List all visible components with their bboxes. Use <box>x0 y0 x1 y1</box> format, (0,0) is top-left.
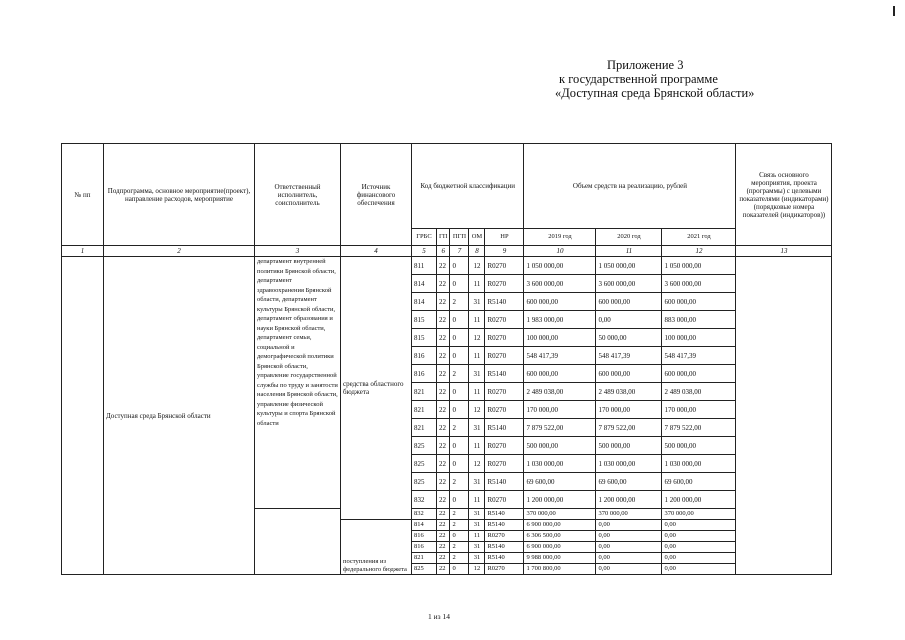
cell-gp: 22 <box>437 542 450 553</box>
cell-pgp: 0 <box>450 257 469 275</box>
column-number: 10 <box>524 246 596 257</box>
link-cell <box>736 257 832 575</box>
cell-grbs: 825 <box>412 473 437 491</box>
cell-y2021: 170 000,00 <box>662 401 736 419</box>
cell-y2020: 0,00 <box>596 311 662 329</box>
cell-nr: R5140 <box>485 419 524 437</box>
cell-y2020: 0,00 <box>596 553 662 564</box>
cell-gp: 22 <box>437 437 450 455</box>
col-2021-header: 2021 год <box>662 229 736 246</box>
cell-y2020: 500 000,00 <box>596 437 662 455</box>
cell-pgp: 2 <box>450 293 469 311</box>
col-grbs-header: ГРБС <box>412 229 437 246</box>
column-number: 8 <box>469 246 485 257</box>
appendix-subtitle: к государственной программе <box>559 72 718 86</box>
cell-y2019: 3 600 000,00 <box>524 275 596 293</box>
cell-y2021: 100 000,00 <box>662 329 736 347</box>
cell-om: 11 <box>469 531 485 542</box>
table-header-row <box>62 144 832 229</box>
executors-cell: департамент внутренней политики Брянской области, департамент здравоохранения Брянской области, департамент культуры Брянской области, департамент образования и науки Брянской области, департамент семьи, социальной и демографической политики Брянской области, управление государственной службы по труду и занятости населения Брянской области, управление физической культуры и спорта Брянской области <box>255 257 341 509</box>
cell-nr: R0270 <box>485 257 524 275</box>
col-nr-header: НР <box>485 229 524 246</box>
cell-grbs: 814 <box>412 520 437 531</box>
cell-om: 11 <box>469 437 485 455</box>
cell-gp: 22 <box>437 257 450 275</box>
cell-grbs: 825 <box>412 437 437 455</box>
cell-y2020: 1 050 000,00 <box>596 257 662 275</box>
cell-y2019: 1 200 000,00 <box>524 491 596 509</box>
cell-gp: 22 <box>437 347 450 365</box>
col-no-header: № пп <box>62 144 104 246</box>
cell-y2020: 1 030 000,00 <box>596 455 662 473</box>
appendix-header <box>555 58 815 100</box>
cell-y2020: 0,00 <box>596 564 662 575</box>
cell-grbs: 811 <box>412 257 437 275</box>
table-row <box>62 257 832 275</box>
cell-nr: R0270 <box>485 329 524 347</box>
cell-grbs: 814 <box>412 275 437 293</box>
cell-y2019: 2 489 038,00 <box>524 383 596 401</box>
col-executor-header: Ответственный исполнитель, соисполнитель <box>255 144 341 246</box>
cell-grbs: 832 <box>412 491 437 509</box>
cell-y2020: 600 000,00 <box>596 293 662 311</box>
cell-om: 11 <box>469 275 485 293</box>
cell-nr: R5140 <box>485 509 524 520</box>
cell-y2019: 9 988 000,00 <box>524 553 596 564</box>
cell-grbs: 815 <box>412 329 437 347</box>
cell-om: 31 <box>469 542 485 553</box>
table-body <box>62 246 832 575</box>
budget-table <box>61 143 832 575</box>
cell-pgp: 2 <box>450 473 469 491</box>
cell-y2021: 3 600 000,00 <box>662 275 736 293</box>
cell-om: 31 <box>469 553 485 564</box>
cell-y2021: 69 600,00 <box>662 473 736 491</box>
col-program-header: Подпрограмма, основное мероприятие(проект), направление расходов, мероприятие <box>104 144 255 246</box>
cell-y2020: 548 417,39 <box>596 347 662 365</box>
cell-om: 12 <box>469 329 485 347</box>
cell-om: 31 <box>469 365 485 383</box>
cell-grbs: 821 <box>412 553 437 564</box>
cell-nr: R0270 <box>485 491 524 509</box>
cell-y2019: 1 983 000,00 <box>524 311 596 329</box>
cell-y2021: 0,00 <box>662 542 736 553</box>
cell-y2020: 370 000,00 <box>596 509 662 520</box>
cell-y2021: 1 050 000,00 <box>662 257 736 275</box>
cell-y2020: 7 879 522,00 <box>596 419 662 437</box>
cell-pgp: 0 <box>450 347 469 365</box>
cell-y2020: 0,00 <box>596 520 662 531</box>
cell-pgp: 0 <box>450 564 469 575</box>
cell-y2021: 2 489 038,00 <box>662 383 736 401</box>
cell-y2019: 1 030 000,00 <box>524 455 596 473</box>
cell-gp: 22 <box>437 531 450 542</box>
cell-grbs: 832 <box>412 509 437 520</box>
cell-y2020: 0,00 <box>596 531 662 542</box>
cell-y2020: 170 000,00 <box>596 401 662 419</box>
column-number: 1 <box>62 246 104 257</box>
cell-pgp: 2 <box>450 509 469 520</box>
column-number: 6 <box>437 246 450 257</box>
cell-y2021: 0,00 <box>662 553 736 564</box>
cell-y2021: 7 879 522,00 <box>662 419 736 437</box>
cell-gp: 22 <box>437 401 450 419</box>
cell-om: 31 <box>469 419 485 437</box>
cell-grbs: 816 <box>412 531 437 542</box>
col-gp-header: ГП <box>437 229 450 246</box>
page-edge-mark <box>893 6 895 16</box>
cell-y2020: 50 000,00 <box>596 329 662 347</box>
cell-pgp: 2 <box>450 365 469 383</box>
cell-y2021: 0,00 <box>662 520 736 531</box>
cell-om: 12 <box>469 257 485 275</box>
cell-nr: R0270 <box>485 531 524 542</box>
cell-nr: R5140 <box>485 293 524 311</box>
cell-om: 12 <box>469 455 485 473</box>
cell-y2021: 0,00 <box>662 564 736 575</box>
cell-gp: 22 <box>437 419 450 437</box>
col-2019-header: 2019 год <box>524 229 596 246</box>
cell-om: 31 <box>469 509 485 520</box>
cell-nr: R0270 <box>485 383 524 401</box>
cell-y2021: 1 200 000,00 <box>662 491 736 509</box>
cell-nr: R5140 <box>485 520 524 531</box>
cell-y2021: 883 000,00 <box>662 311 736 329</box>
cell-y2019: 500 000,00 <box>524 437 596 455</box>
cell-y2019: 1 700 800,00 <box>524 564 596 575</box>
cell-om: 11 <box>469 311 485 329</box>
cell-y2019: 170 000,00 <box>524 401 596 419</box>
cell-gp: 22 <box>437 520 450 531</box>
cell-y2019: 6 306 500,00 <box>524 531 596 542</box>
column-number: 3 <box>255 246 341 257</box>
program-title: «Доступная среда Брянской области» <box>555 86 755 100</box>
source-regional-cell: средства областного бюджета <box>341 257 412 520</box>
cell-y2021: 600 000,00 <box>662 293 736 311</box>
cell-gp: 22 <box>437 311 450 329</box>
cell-grbs: 821 <box>412 401 437 419</box>
cell-gp: 22 <box>437 329 450 347</box>
cell-grbs: 816 <box>412 542 437 553</box>
cell-y2020: 600 000,00 <box>596 365 662 383</box>
cell-om: 11 <box>469 383 485 401</box>
cell-y2021: 370 000,00 <box>662 509 736 520</box>
cell-nr: R5140 <box>485 473 524 491</box>
cell-pgp: 0 <box>450 401 469 419</box>
cell-nr: R0270 <box>485 455 524 473</box>
page-number: 1 из 14 <box>428 612 450 621</box>
cell-pgp: 2 <box>450 520 469 531</box>
cell-y2021: 600 000,00 <box>662 365 736 383</box>
col-2020-header: 2020 год <box>596 229 662 246</box>
cell-nr: R0270 <box>485 275 524 293</box>
cell-nr: R0270 <box>485 401 524 419</box>
cell-om: 31 <box>469 293 485 311</box>
cell-y2019: 548 417,39 <box>524 347 596 365</box>
cell-y2020: 2 489 038,00 <box>596 383 662 401</box>
column-number: 11 <box>596 246 662 257</box>
cell-pgp: 0 <box>450 531 469 542</box>
col-link-header: Связь основного мероприятия, проекта (программы) с целевыми показателями (индикаторами) (порядковые номера показателей (индикаторов)) <box>736 144 832 246</box>
cell-y2019: 1 050 000,00 <box>524 257 596 275</box>
cell-nr: R0270 <box>485 311 524 329</box>
cell-pgp: 0 <box>450 491 469 509</box>
cell-pgp: 2 <box>450 542 469 553</box>
cell-nr: R0270 <box>485 347 524 365</box>
cell-grbs: 815 <box>412 311 437 329</box>
column-number: 12 <box>662 246 736 257</box>
cell-gp: 22 <box>437 293 450 311</box>
cell-nr: R0270 <box>485 564 524 575</box>
row-number-cell <box>62 257 104 575</box>
cell-gp: 22 <box>437 383 450 401</box>
cell-y2019: 6 900 000,00 <box>524 520 596 531</box>
cell-gp: 22 <box>437 509 450 520</box>
cell-y2019: 100 000,00 <box>524 329 596 347</box>
cell-nr: R0270 <box>485 437 524 455</box>
cell-pgp: 0 <box>450 383 469 401</box>
cell-om: 31 <box>469 473 485 491</box>
cell-om: 11 <box>469 491 485 509</box>
cell-pgp: 0 <box>450 437 469 455</box>
cell-grbs: 814 <box>412 293 437 311</box>
cell-pgp: 0 <box>450 455 469 473</box>
cell-y2021: 500 000,00 <box>662 437 736 455</box>
column-number: 4 <box>341 246 412 257</box>
cell-y2020: 3 600 000,00 <box>596 275 662 293</box>
cell-y2019: 7 879 522,00 <box>524 419 596 437</box>
cell-om: 11 <box>469 347 485 365</box>
cell-y2019: 370 000,00 <box>524 509 596 520</box>
column-number: 13 <box>736 246 832 257</box>
cell-y2021: 548 417,39 <box>662 347 736 365</box>
cell-grbs: 821 <box>412 419 437 437</box>
cell-pgp: 2 <box>450 553 469 564</box>
cell-y2019: 69 600,00 <box>524 473 596 491</box>
column-number: 9 <box>485 246 524 257</box>
column-number-row <box>62 246 832 257</box>
cell-y2021: 0,00 <box>662 531 736 542</box>
cell-om: 12 <box>469 564 485 575</box>
cell-nr: R5140 <box>485 553 524 564</box>
cell-grbs: 816 <box>412 347 437 365</box>
col-pgp-header: ПГП <box>450 229 469 246</box>
program-name-cell: Доступная среда Брянской области <box>104 257 255 575</box>
column-number: 5 <box>412 246 437 257</box>
cell-grbs: 816 <box>412 365 437 383</box>
column-number: 7 <box>450 246 469 257</box>
col-budget-class-header: Код бюджетной классификации <box>412 144 524 229</box>
cell-gp: 22 <box>437 553 450 564</box>
cell-gp: 22 <box>437 365 450 383</box>
cell-gp: 22 <box>437 455 450 473</box>
cell-pgp: 0 <box>450 275 469 293</box>
cell-om: 12 <box>469 401 485 419</box>
cell-y2021: 1 030 000,00 <box>662 455 736 473</box>
executor-empty-cell <box>255 509 341 575</box>
cell-pgp: 2 <box>450 419 469 437</box>
cell-nr: R5140 <box>485 542 524 553</box>
cell-y2019: 6 900 000,00 <box>524 542 596 553</box>
cell-om: 31 <box>469 520 485 531</box>
cell-y2020: 0,00 <box>596 542 662 553</box>
cell-gp: 22 <box>437 473 450 491</box>
cell-y2020: 1 200 000,00 <box>596 491 662 509</box>
col-source-header: Источник финансового обеспечения <box>341 144 412 246</box>
cell-grbs: 825 <box>412 564 437 575</box>
cell-nr: R5140 <box>485 365 524 383</box>
appendix-title: Приложение 3 <box>607 58 684 72</box>
cell-y2019: 600 000,00 <box>524 293 596 311</box>
cell-grbs: 821 <box>412 383 437 401</box>
col-amount-header: Объем средств на реализацию, рублей <box>524 144 736 229</box>
cell-gp: 22 <box>437 491 450 509</box>
cell-pgp: 0 <box>450 329 469 347</box>
cell-y2020: 69 600,00 <box>596 473 662 491</box>
cell-grbs: 825 <box>412 455 437 473</box>
cell-pgp: 0 <box>450 311 469 329</box>
column-number: 2 <box>104 246 255 257</box>
source-federal-cell: поступления из федерального бюджета <box>341 520 412 575</box>
cell-gp: 22 <box>437 275 450 293</box>
cell-gp: 22 <box>437 564 450 575</box>
col-om-header: ОМ <box>469 229 485 246</box>
cell-y2019: 600 000,00 <box>524 365 596 383</box>
